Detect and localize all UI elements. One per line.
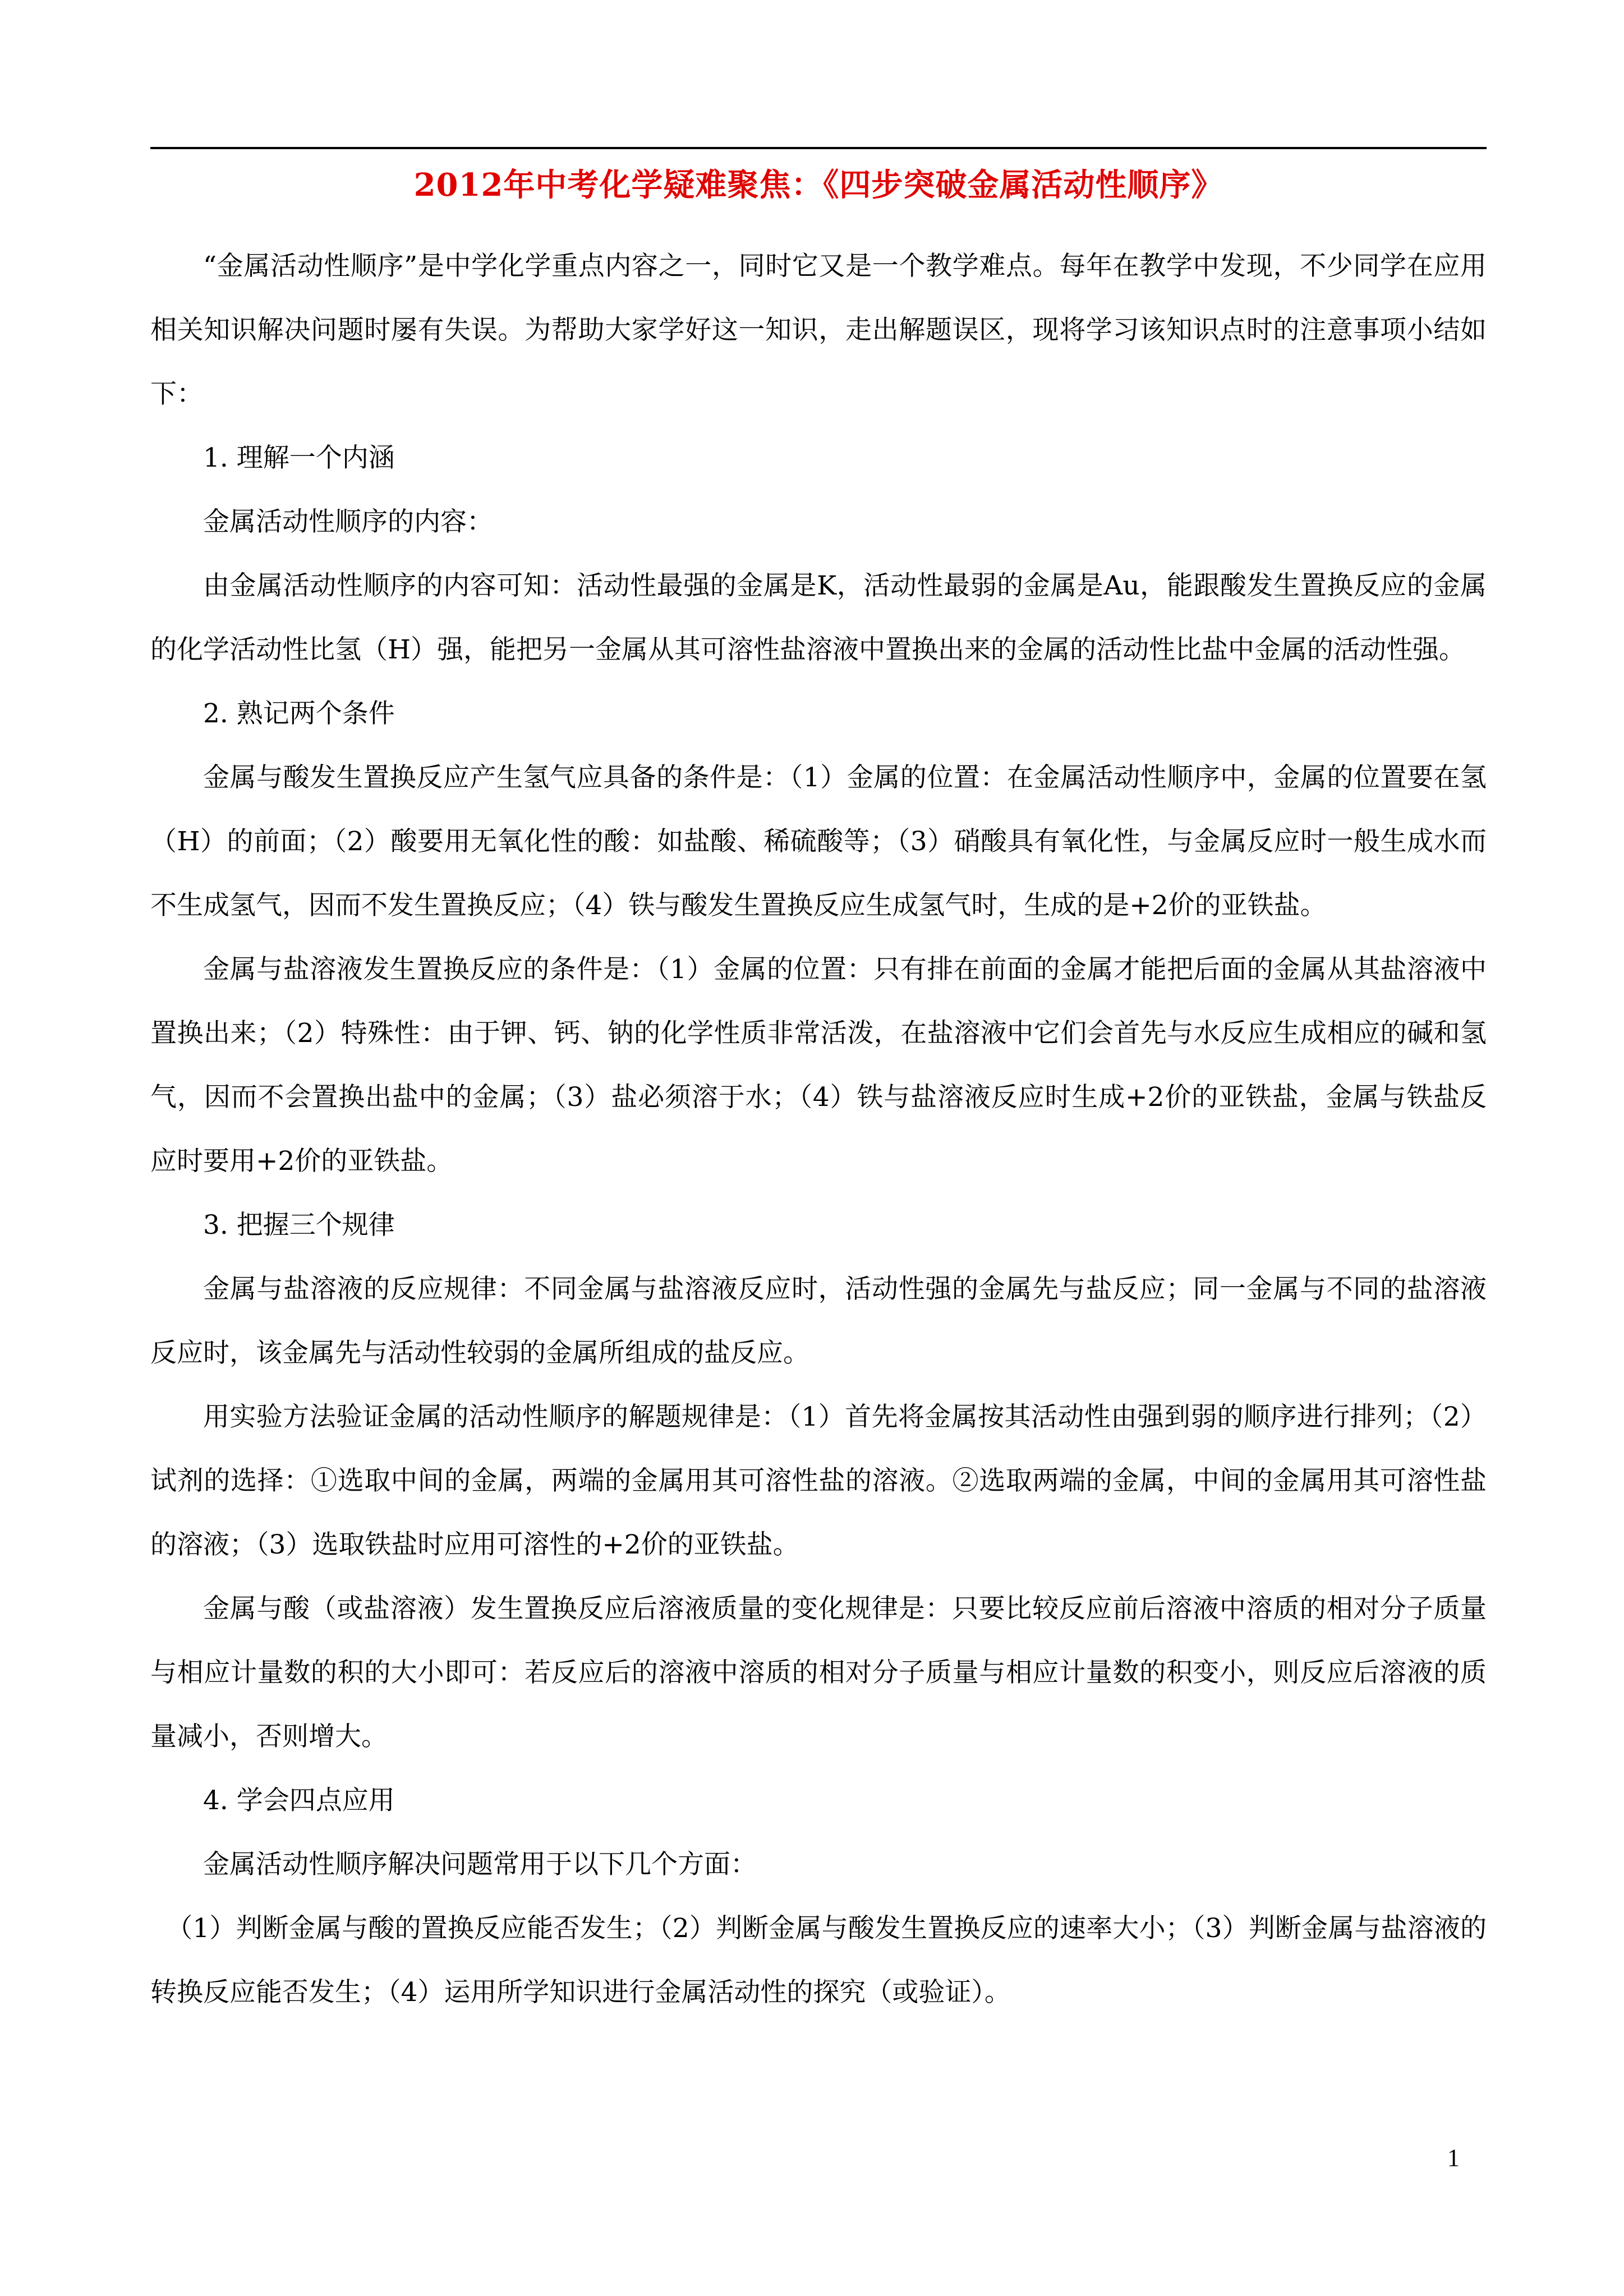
section-heading-1: 1. 理解一个内涵 [203, 442, 395, 473]
paragraph: 金属与酸发生置换反应产生氢气应具备的条件是：（1）金属的位置：在金属活动性顺序中，金属的位置要在氢（H）的前面；（2）酸要用无氧化性的酸：如盐酸、稀硫酸等；（3）硝酸具有氧化性，与金属反应时一般生成水而不生成氢气，因而不发生置换反应；（4）铁与酸发生置换反应生成氢气时，生成的是+2价的亚铁盐。 [150, 762, 1487, 921]
paragraph: 金属与酸（或盐溶液）发生置换反应后溶液质量的变化规律是：只要比较反应前后溶液中溶质的相对分子质量与相应计量数的积的大小即可：若反应后的溶液中溶质的相对分子质量与相应计量数的积变小，则反应后溶液的质量减小，否则增大。 [150, 1593, 1487, 1752]
paragraph: 金属与盐溶液发生置换反应的条件是：（1）金属的位置：只有排在前面的金属才能把后面的金属从其盐溶液中置换出来；（2）特殊性：由于钾、钙、钠的化学性质非常活泼，在盐溶液中它们会首先与水反应生成相应的碱和氢气，因而不会置换出盐中的金属；（3）盐必须溶于水；（4）铁与盐溶液反应时生成+2价的亚铁盐，金属与铁盐反应时要用+2价的亚铁盐。 [150, 954, 1487, 1177]
paragraph: 金属活动性顺序的内容： [203, 506, 493, 537]
section-heading-4: 4. 学会四点应用 [203, 1785, 395, 1816]
paragraph: 金属与盐溶液的反应规律：不同金属与盐溶液反应时，活动性强的金属先与盐反应；同一金属与不同的盐溶液反应时，该金属先与活动性较弱的金属所组成的盐反应。 [150, 1274, 1487, 1368]
paragraph: 用实验方法验证金属的活动性顺序的解题规律是：（1）首先将金属按其活动性由强到弱的顺序进行排列；（2）试剂的选择：①选取中间的金属，两端的金属用其可溶性盐的溶液。②选取两端的金属，中间的金属用其可溶性盐的溶液；（3）选取铁盐时应用可溶性的+2价的亚铁盐。 [150, 1401, 1487, 1560]
header-rule [150, 147, 1487, 149]
paragraph: 由金属活动性顺序的内容可知：活动性最强的金属是K，活动性最弱的金属是Au，能跟酸发生置换反应的金属的化学活动性比氢（H）强，能把另一金属从其可溶性盐溶液中置换出来的金属的活动性比盐中金属的活动性强。 [150, 570, 1487, 665]
paragraph: 金属活动性顺序解决问题常用于以下几个方面： [203, 1849, 757, 1880]
document-title: 2012年中考化学疑难聚焦：《四步突破金属活动性顺序》 [413, 167, 1223, 204]
intro-paragraph: “金属活动性顺序”是中学化学重点内容之一，同时它又是一个教学难点。每年在教学中发现，不少同学在应用相关知识解决问题时屡有失误。为帮助大家学好这一知识，走出解题误区，现将学习该知识点时的注意事项小结如下： [150, 251, 1487, 409]
document-body [150, 234, 1487, 2025]
applications-list-paragraph: （1）判断金属与酸的置换反应能否发生；（2）判断金属与酸发生置换反应的速率大小；（3）判断金属与盐溶液的转换反应能否发生；（4）运用所学知识进行金属活动性的探究（或验证）。 [150, 1913, 1487, 2008]
section-heading-3: 3. 把握三个规律 [203, 1210, 395, 1241]
page-number: 1 [1447, 2144, 1460, 2171]
section-heading-2: 2. 熟记两个条件 [203, 698, 395, 729]
